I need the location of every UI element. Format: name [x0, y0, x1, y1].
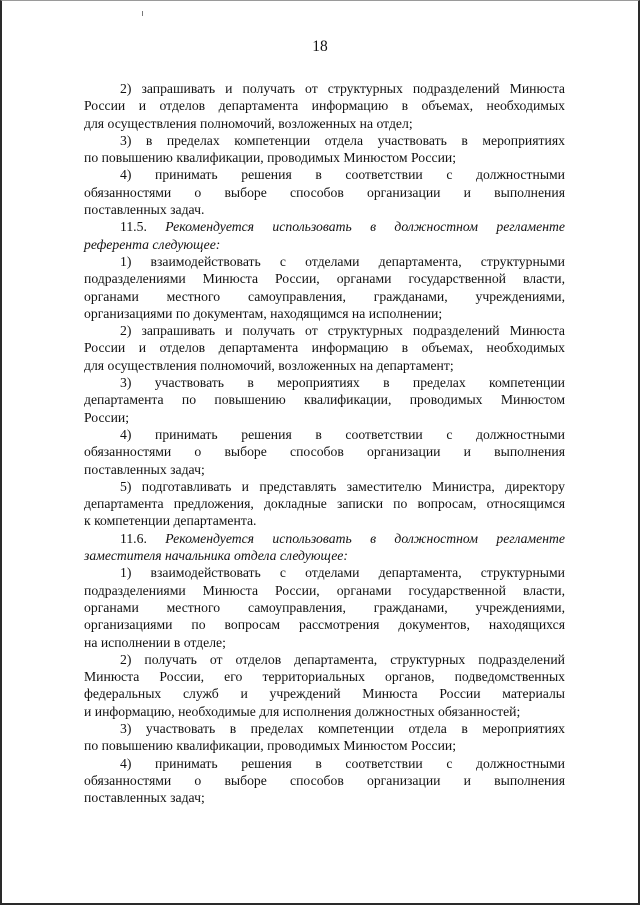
text-line: [84, 236, 565, 253]
line-text: для осуществления полномочий, возложенных на департамент;: [84, 357, 454, 373]
line-text: органами местного самоуправления, гражданами, учреждениями,: [84, 288, 565, 304]
text-line: [84, 288, 565, 305]
text-line: [84, 201, 565, 218]
text-line: [84, 132, 565, 149]
text-line: [84, 374, 565, 391]
line-text: 2) запрашивать и получать от структурных подразделений Минюста: [120, 81, 565, 96]
line-text: 4) принимать решения в соответствии с должностными: [120, 426, 565, 442]
text-line: [84, 478, 565, 495]
text-line: [84, 737, 565, 754]
text-line: [84, 651, 565, 668]
italic-text: референта следующее:: [84, 236, 221, 252]
line-text: организациями по документам, находящимся на исполнении;: [84, 305, 443, 321]
line-text: 2) получать от отделов департамента, структурных подразделений: [120, 651, 565, 667]
text-line: [84, 616, 565, 633]
line-text: 3) участвовать в пределах компетенции отдела в мероприятиях: [120, 720, 565, 736]
text-line: [84, 322, 565, 339]
line-text: России и отделов департамента информацию в объемах, необходимых: [84, 340, 565, 356]
text-line: [84, 668, 565, 685]
text-line: [84, 789, 565, 806]
line-text: России;: [84, 409, 130, 425]
line-text: Минюста России, его территориальных органов, подведомственных: [84, 669, 565, 685]
line-text: обязанностями о выборе способов организации и выполнения: [84, 772, 565, 788]
text-line: [84, 184, 565, 201]
line-text: подразделениями Минюста России, органами государственной власти,: [84, 271, 565, 287]
text-line: [84, 634, 565, 651]
text-line: [84, 461, 565, 478]
text-line: [84, 685, 565, 702]
text-line: [84, 253, 565, 270]
text-line: [84, 703, 565, 720]
line-text: 11.6.: [120, 530, 147, 546]
text-line: [84, 97, 565, 114]
line-text: 3) в пределах компетенции отдела участвовать в мероприятиях: [120, 132, 565, 148]
line-text: подразделениями Минюста России, органами государственной власти,: [84, 582, 565, 598]
text-line: [84, 149, 565, 166]
text-line: [84, 599, 565, 616]
italic-text: Рекомендуется использовать в должностном регламенте: [146, 530, 565, 546]
line-text: 2) запрашивать и получать от структурных подразделений Минюста: [120, 323, 565, 339]
line-text: 5) подготавливать и представлять заместителю Министра, директору: [120, 478, 565, 494]
text-line: [84, 218, 565, 235]
line-text: поставленных задач.: [84, 202, 205, 218]
text-line: [84, 530, 565, 547]
line-text: органами местного самоуправления, гражданами, учреждениями,: [84, 599, 565, 615]
line-text: 11.5.: [120, 219, 147, 235]
text-line: [84, 443, 565, 460]
italic-text: заместителя начальника отдела следующее:: [84, 548, 348, 564]
line-text: департамента предложения, докладные записки по вопросам, относящимся: [84, 496, 565, 512]
line-text: обязанностями о выборе способов организации и выполнения: [84, 184, 565, 200]
document-body: [84, 80, 565, 806]
line-text: 1) взаимодействовать с отделами департамента, структурными: [120, 253, 565, 269]
line-text: 3) участвовать в мероприятиях в пределах компетенции: [120, 375, 565, 391]
line-text: 4) принимать решения в соответствии с должностными: [120, 755, 565, 771]
line-text: и информацию, необходимые для исполнения должностных обязанностей;: [84, 703, 521, 719]
line-text: к компетенции департамента.: [84, 513, 257, 529]
text-line: [84, 357, 565, 374]
text-line: [84, 80, 565, 97]
page-number: 18: [312, 38, 328, 55]
line-text: России и отделов департамента информацию в объемах, необходимых: [84, 98, 565, 114]
text-line: [84, 270, 565, 287]
text-line: [84, 409, 565, 426]
line-text: 4) принимать решения в соответствии с должностными: [120, 167, 565, 183]
text-line: [84, 547, 565, 564]
line-text: обязанностями о выборе способов организации и выполнения: [84, 444, 565, 460]
line-text: по повышению квалификации, проводимых Минюстом России;: [84, 738, 457, 754]
text-line: [84, 512, 565, 529]
text-line: [84, 720, 565, 737]
text-line: [84, 339, 565, 356]
line-text: поставленных задач;: [84, 790, 205, 806]
text-line: [84, 426, 565, 443]
text-line: [84, 564, 565, 581]
line-text: по повышению квалификации, проводимых Минюстом России;: [84, 150, 457, 166]
line-text: для осуществления полномочий, возложенных на отдел;: [84, 115, 413, 131]
line-text: организациями по вопросам рассмотрения документов, находящихся: [84, 617, 565, 633]
line-text: 1) взаимодействовать с отделами департамента, структурными: [120, 565, 565, 581]
text-line: [84, 755, 565, 772]
line-text: на исполнении в отделе;: [84, 634, 226, 650]
text-line: [84, 305, 565, 322]
line-text: поставленных задач;: [84, 461, 205, 477]
scan-speck: [142, 11, 143, 16]
text-line: [84, 115, 565, 132]
text-line: [84, 391, 565, 408]
text-line: [84, 495, 565, 512]
text-line: [84, 582, 565, 599]
italic-text: Рекомендуется использовать в должностном регламенте: [146, 219, 565, 235]
line-text: департамента по повышению квалификации, проводимых Минюстом: [84, 392, 565, 408]
line-text: федеральных служб и учреждений Минюста России материалы: [84, 686, 565, 702]
text-line: [84, 166, 565, 183]
text-line: [84, 772, 565, 789]
